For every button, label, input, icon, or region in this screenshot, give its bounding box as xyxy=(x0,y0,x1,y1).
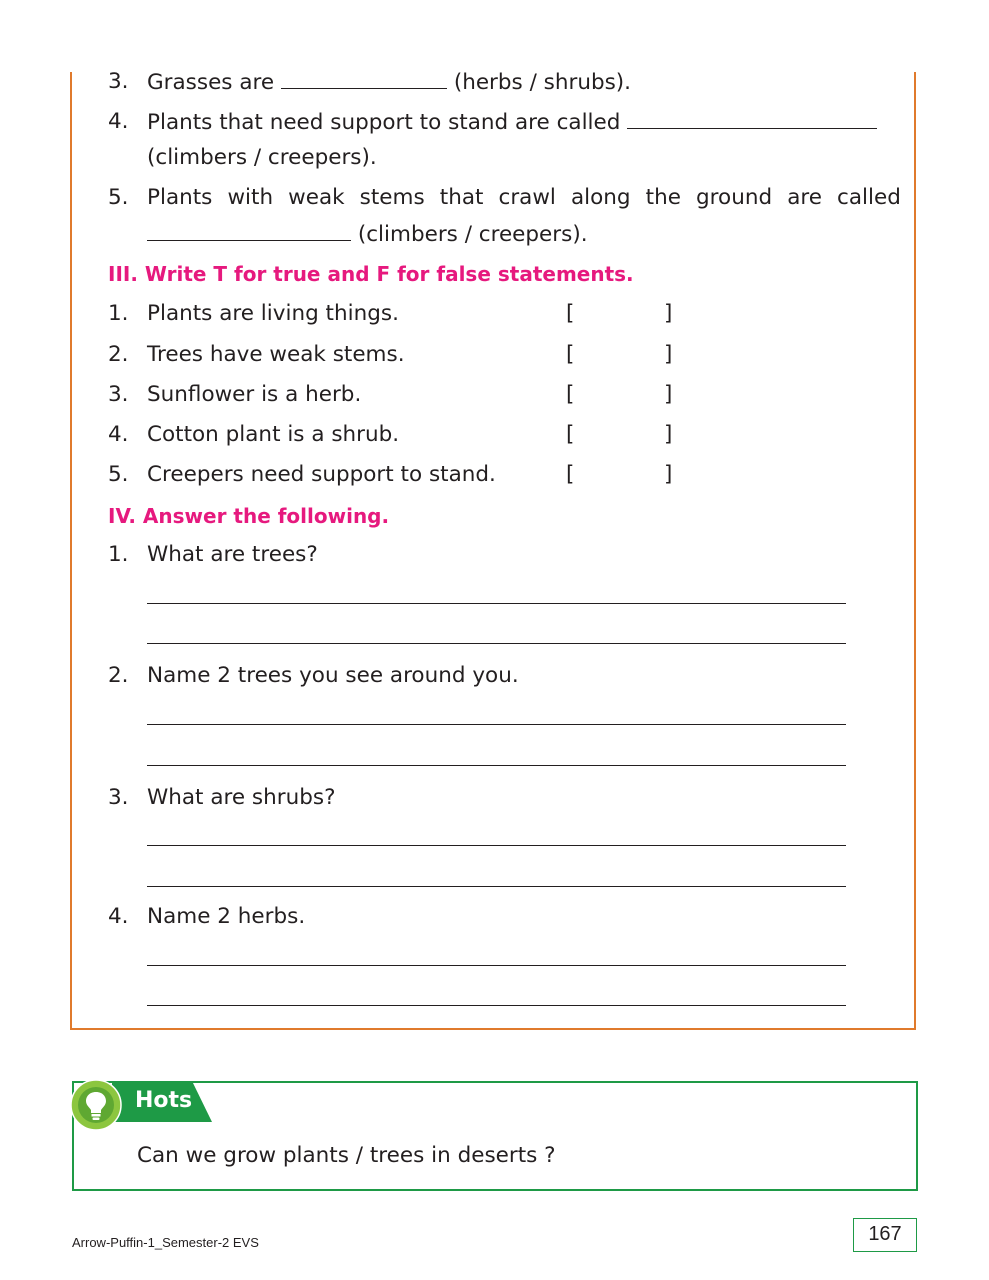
open-bracket: [ xyxy=(566,382,575,407)
word: crawl xyxy=(498,185,556,210)
item-number: 2. xyxy=(108,342,129,367)
question-text: Name 2 herbs. xyxy=(147,904,306,929)
item-number: 2. xyxy=(108,663,129,688)
word: Plants xyxy=(147,185,213,210)
question-text: Grasses are xyxy=(147,70,275,95)
fill-blank-line2 xyxy=(147,220,588,249)
item-number: 1. xyxy=(108,542,129,567)
item-number: 5. xyxy=(108,462,129,487)
question-text: What are shrubs? xyxy=(147,785,336,810)
hots-question: Can we grow plants / trees in deserts ? xyxy=(137,1143,556,1168)
fill-blank-question xyxy=(147,108,877,137)
question-text: Plants that need support to stand are called xyxy=(147,110,621,135)
word: stems xyxy=(359,185,425,210)
word: ground xyxy=(696,185,773,210)
answer-line[interactable] xyxy=(147,765,846,766)
word: weak xyxy=(288,185,345,210)
hots-label: Hots xyxy=(135,1088,193,1113)
statement-text: Trees have weak stems. xyxy=(147,342,405,367)
item-number: 3. xyxy=(108,785,129,810)
item-number: 1. xyxy=(108,301,129,326)
word: with xyxy=(227,185,274,210)
close-bracket: ] xyxy=(664,342,673,367)
open-bracket: [ xyxy=(566,422,575,447)
item-number: 4. xyxy=(108,109,129,134)
answer-line[interactable] xyxy=(147,886,846,887)
item-number: 3. xyxy=(108,69,129,94)
answer-line[interactable] xyxy=(147,603,846,604)
options-text: (herbs / shrubs). xyxy=(453,70,632,95)
question-text: Name 2 trees you see around you. xyxy=(147,663,519,688)
close-bracket: ] xyxy=(664,382,673,407)
answer-blank[interactable] xyxy=(147,220,351,241)
options-text: (climbers / creepers). xyxy=(357,222,588,247)
answer-blank[interactable] xyxy=(627,108,877,129)
close-bracket: ] xyxy=(664,422,673,447)
item-number: 4. xyxy=(108,422,129,447)
word: are xyxy=(787,185,822,210)
statement-text: Plants are living things. xyxy=(147,301,399,326)
statement-text: Creepers need support to stand. xyxy=(147,462,496,487)
word: the xyxy=(645,185,681,210)
answer-line[interactable] xyxy=(147,724,846,725)
close-bracket: ] xyxy=(664,301,673,326)
statement-text: Sunflower is a herb. xyxy=(147,382,362,407)
statement-text: Cotton plant is a shrub. xyxy=(147,422,400,447)
word: along xyxy=(571,185,631,210)
item-number: 5. xyxy=(108,185,129,210)
book-title: Arrow-Puffin-1_Semester-2 EVS xyxy=(72,1235,259,1250)
question-text: What are trees? xyxy=(147,542,318,567)
answer-line[interactable] xyxy=(147,965,846,966)
page-number: 167 xyxy=(853,1218,917,1252)
word: called xyxy=(837,185,901,210)
fill-blank-question xyxy=(147,184,901,212)
fill-blank-question xyxy=(147,68,631,97)
answer-line[interactable] xyxy=(147,845,846,846)
answer-blank[interactable] xyxy=(281,68,447,89)
close-bracket: ] xyxy=(664,462,673,487)
open-bracket: [ xyxy=(566,462,575,487)
answer-line[interactable] xyxy=(147,1005,846,1006)
section-heading: III. Write T for true and F for false statements. xyxy=(108,262,634,286)
section-heading: IV. Answer the following. xyxy=(108,504,390,528)
options-text: (climbers / creepers). xyxy=(147,145,377,170)
answer-line[interactable] xyxy=(147,643,846,644)
item-number: 3. xyxy=(108,382,129,407)
open-bracket: [ xyxy=(566,342,575,367)
item-number: 4. xyxy=(108,904,129,929)
word: that xyxy=(439,185,484,210)
lightbulb-icon xyxy=(70,1079,122,1131)
open-bracket: [ xyxy=(566,301,575,326)
